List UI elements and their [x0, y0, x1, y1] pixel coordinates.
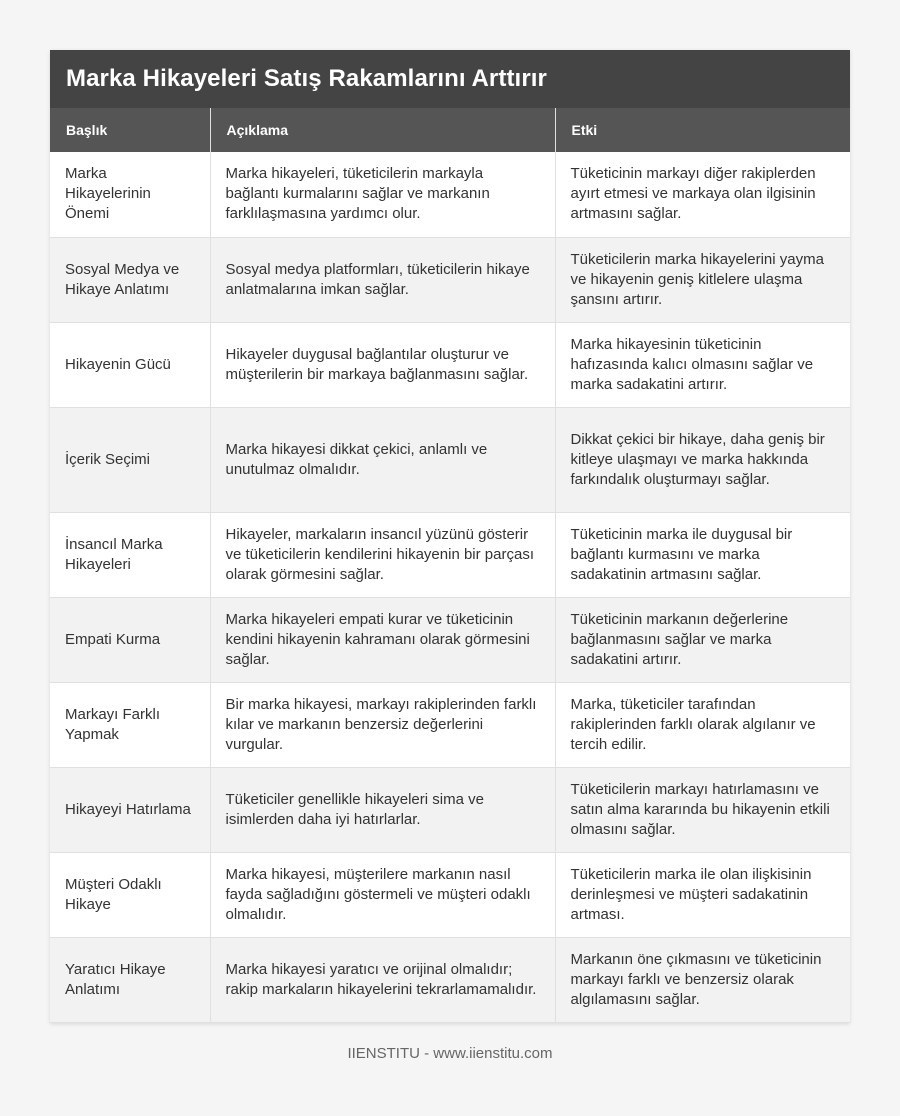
cell-description: Hikayeler, markaların insancıl yüzünü gösterir ve tüketicilerin kendilerini hikayenin bir parçası olarak görmesini sağlar.	[210, 512, 555, 597]
cell-effect: Tüketicinin marka ile duygusal bir bağlantı kurmasını ve marka sadakatinin artmasını sağlar.	[555, 512, 850, 597]
table-header-row	[50, 108, 850, 152]
cell-title: Sosyal Medya ve Hikaye Anlatımı	[50, 237, 210, 322]
page-title: Marka Hikayeleri Satış Rakamlarını Arttırır	[66, 65, 547, 92]
cell-effect: Tüketicilerin marka hikayelerini yayma ve hikayenin geniş kitlelere ulaşma şansını artırır.	[555, 237, 850, 322]
table-row	[50, 682, 850, 767]
cell-title: Markayı Farklı Yapmak	[50, 682, 210, 767]
cell-description: Marka hikayeleri empati kurar ve tüketicinin kendini hikayenin kahramanı olarak görmesini sağlar.	[210, 597, 555, 682]
cell-title: İçerik Seçimi	[50, 407, 210, 512]
data-table	[50, 108, 850, 1023]
table-card	[50, 50, 850, 1023]
cell-effect: Tüketicilerin marka ile olan ilişkisinin derinleşmesi ve müşteri sadakatinin artması.	[555, 852, 850, 937]
cell-effect: Dikkat çekici bir hikaye, daha geniş bir kitleye ulaşmayı ve marka hakkında farkındalık oluşturmayı sağlar.	[555, 407, 850, 512]
cell-effect: Marka, tüketiciler tarafından rakiplerinden farklı olarak algılanır ve tercih edilir.	[555, 682, 850, 767]
cell-title: İnsancıl Marka Hikayeleri	[50, 512, 210, 597]
cell-title: Hikayenin Gücü	[50, 322, 210, 407]
cell-title: Yaratıcı Hikaye Anlatımı	[50, 937, 210, 1022]
cell-description: Marka hikayesi dikkat çekici, anlamlı ve unutulmaz olmalıdır.	[210, 407, 555, 512]
table-row	[50, 597, 850, 682]
cell-title: Marka Hikayelerinin Önemi	[50, 152, 210, 237]
cell-description: Bir marka hikayesi, markayı rakiplerinden farklı kılar ve markanın benzersiz değerlerini vurgular.	[210, 682, 555, 767]
column-header-aciklama: Açıklama	[210, 108, 555, 152]
table-row	[50, 237, 850, 322]
cell-effect: Tüketicinin markanın değerlerine bağlanmasını sağlar ve marka sadakatini artırır.	[555, 597, 850, 682]
table-row	[50, 767, 850, 852]
column-header-baslik: Başlık	[50, 108, 210, 152]
cell-title: Empati Kurma	[50, 597, 210, 682]
table-row	[50, 322, 850, 407]
table-row	[50, 512, 850, 597]
footer-credit: IIENSTITU - www.iienstitu.com	[347, 1045, 553, 1062]
cell-effect: Markanın öne çıkmasını ve tüketicinin markayı farklı ve benzersiz olarak algılamasını sağlar.	[555, 937, 850, 1022]
title-bar	[50, 50, 850, 108]
cell-description: Marka hikayesi yaratıcı ve orijinal olmalıdır; rakip markaların hikayelerini tekrarlamamalıdır.	[210, 937, 555, 1022]
cell-description: Marka hikayeleri, tüketicilerin markayla bağlantı kurmalarını sağlar ve markanın farklılaşmasına yardımcı olur.	[210, 152, 555, 237]
cell-effect: Marka hikayesinin tüketicinin hafızasında kalıcı olmasını sağlar ve marka sadakatini artırır.	[555, 322, 850, 407]
table-row	[50, 152, 850, 237]
table-row	[50, 852, 850, 937]
cell-title: Hikayeyi Hatırlama	[50, 767, 210, 852]
cell-effect: Tüketicilerin markayı hatırlamasını ve satın alma kararında bu hikayenin etkili olmasını sağlar.	[555, 767, 850, 852]
cell-description: Hikayeler duygusal bağlantılar oluşturur ve müşterilerin bir markaya bağlanmasını sağlar.	[210, 322, 555, 407]
cell-effect: Tüketicinin markayı diğer rakiplerden ayırt etmesi ve markaya olan ilgisinin artmasını sağlar.	[555, 152, 850, 237]
cell-title: Müşteri Odaklı Hikaye	[50, 852, 210, 937]
table-row	[50, 937, 850, 1022]
cell-description: Sosyal medya platformları, tüketicilerin hikaye anlatmalarına imkan sağlar.	[210, 237, 555, 322]
cell-description: Tüketiciler genellikle hikayeleri sima ve isimlerden daha iyi hatırlarlar.	[210, 767, 555, 852]
cell-description: Marka hikayesi, müşterilere markanın nasıl fayda sağladığını göstermeli ve müşteri odaklı olmalıdır.	[210, 852, 555, 937]
column-header-etki: Etki	[555, 108, 850, 152]
table-row	[50, 407, 850, 512]
